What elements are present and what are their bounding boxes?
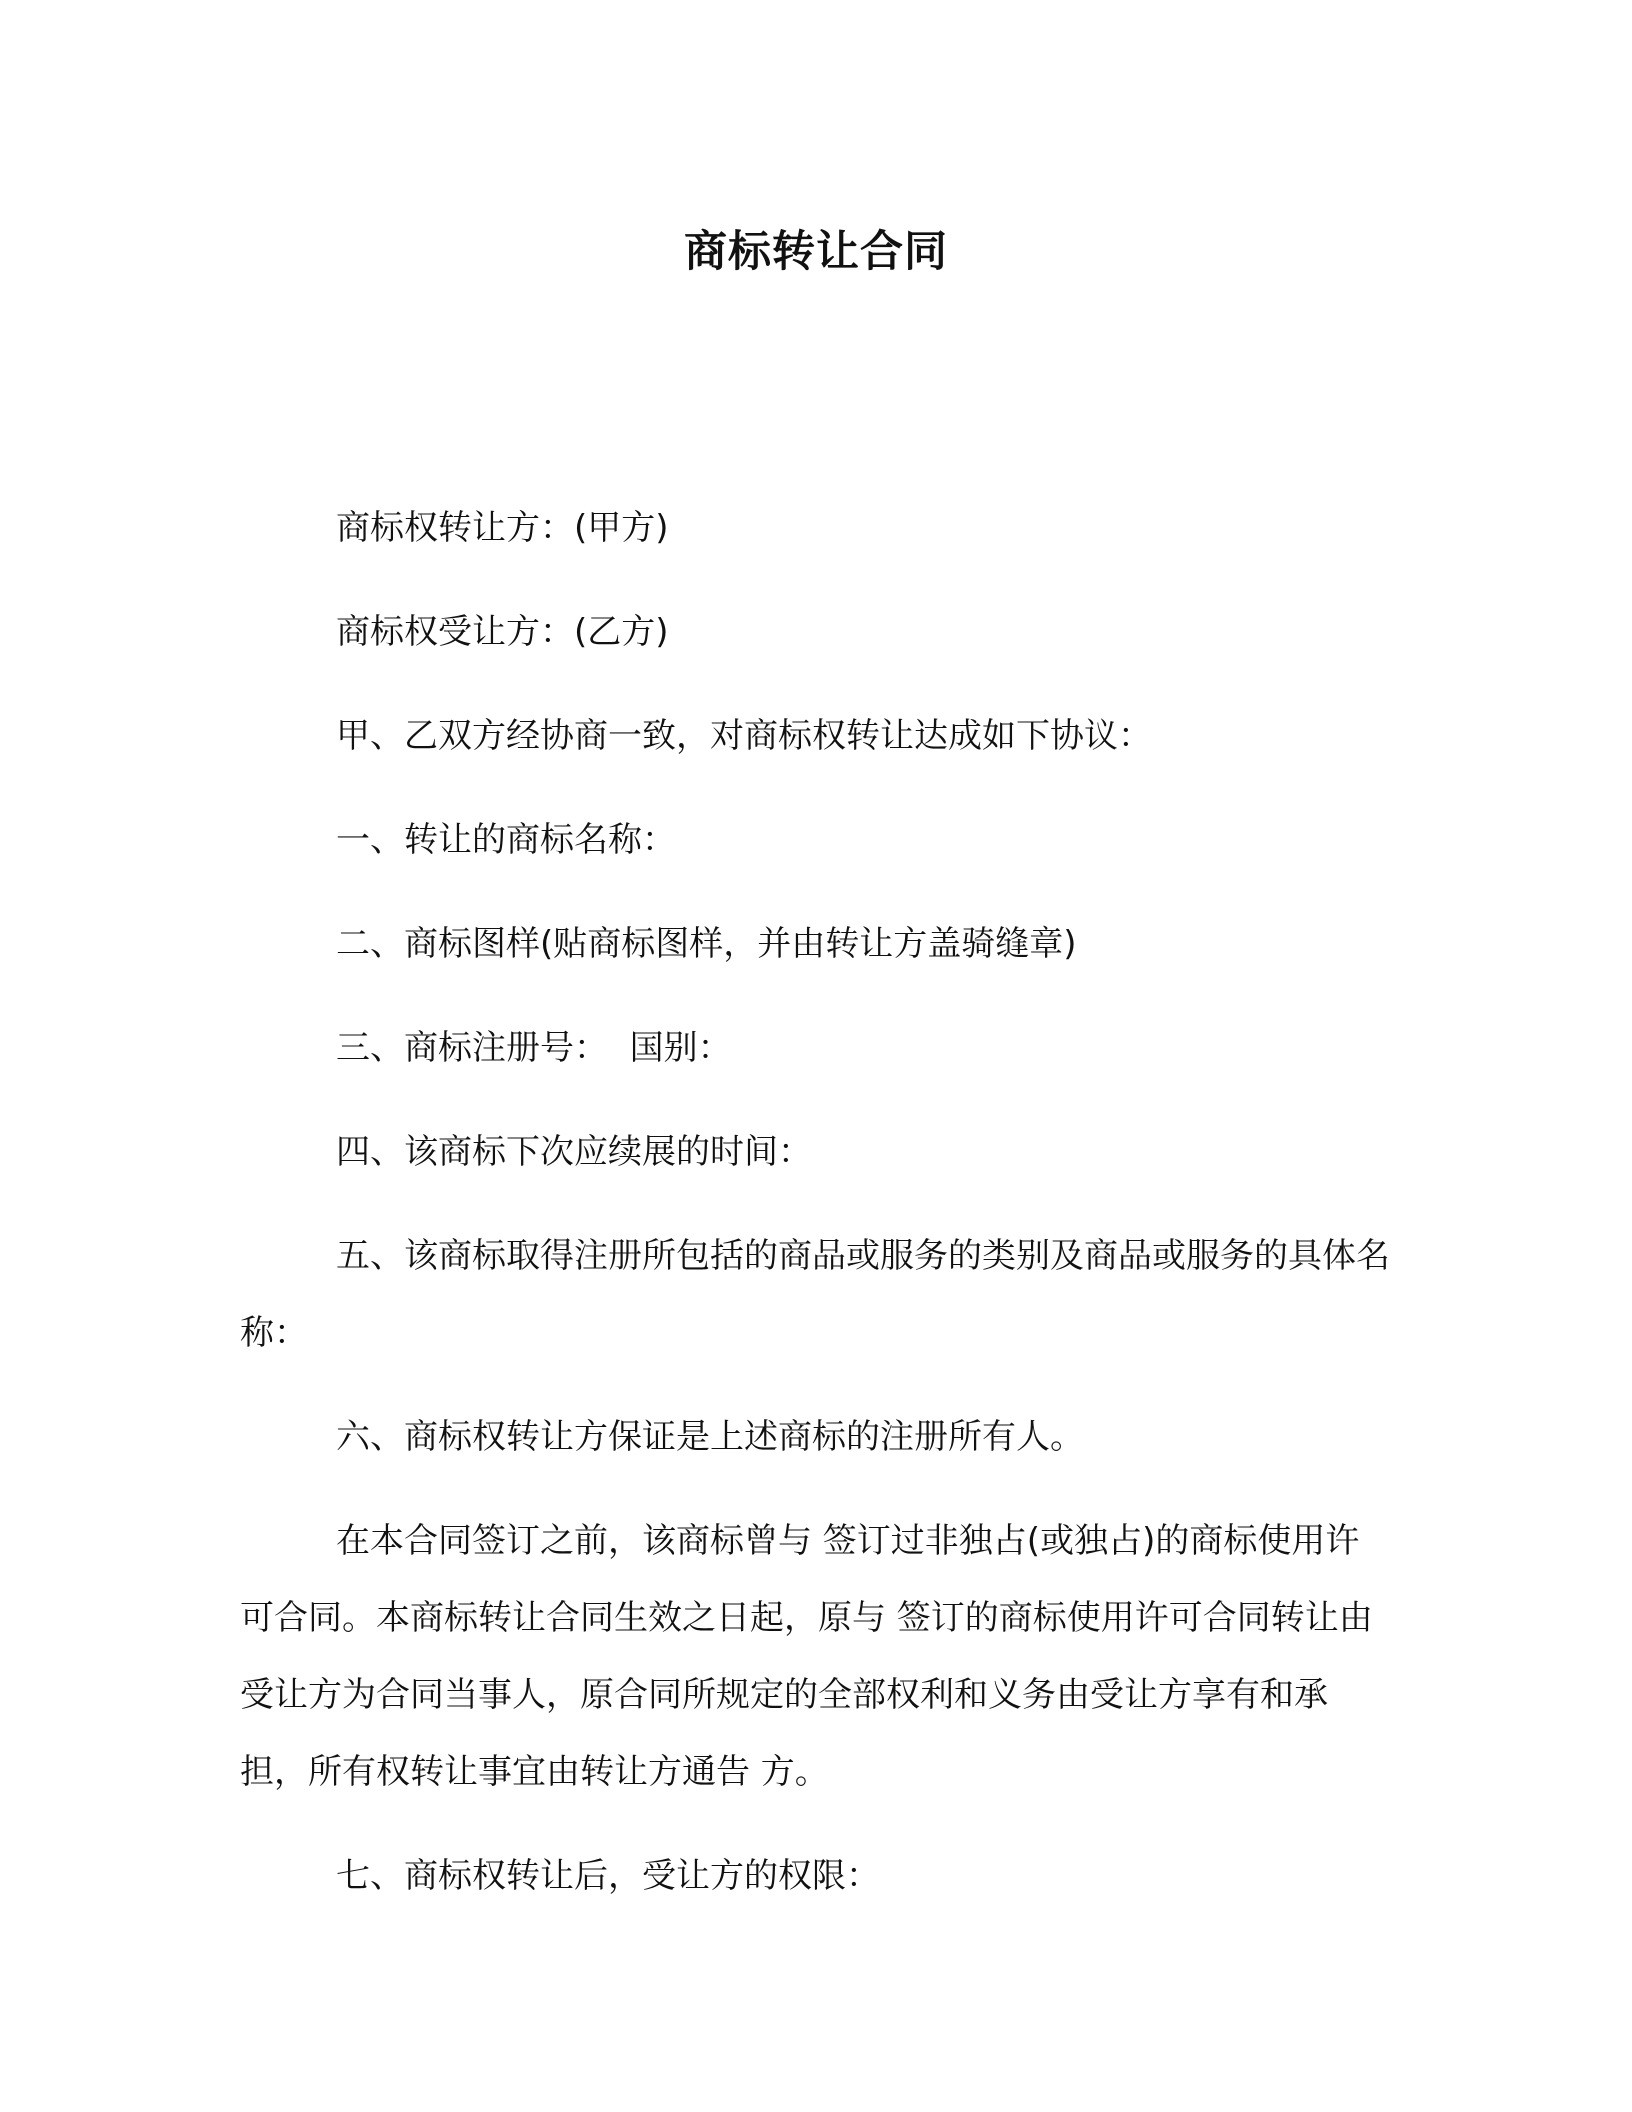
paragraph-trademark-name: 一、转让的商标名称： — [336, 820, 676, 860]
paragraph-owner-guarantee: 六、商标权转让方保证是上述商标的注册所有人。 — [336, 1417, 1084, 1457]
document-title: 商标转让合同 — [684, 227, 948, 277]
paragraph-registration-number: 三、商标注册号： 国别： — [336, 1028, 732, 1068]
paragraph-transferor: 商标权转让方：(甲方) — [336, 508, 669, 548]
paragraph-transferee: 商标权受让方：(乙方) — [336, 612, 669, 652]
paragraph-trademark-pattern: 二、商标图样(贴商标图样，并由转让方盖骑缝章) — [336, 924, 1077, 964]
paragraph-renewal-time: 四、该商标下次应续展的时间： — [336, 1132, 812, 1172]
document-body — [240, 490, 1392, 1942]
paragraph-transferee-rights: 七、商标权转让后，受让方的权限： — [336, 1856, 880, 1896]
paragraph-goods-services: 五、该商标取得注册所包括的商品或服务的类别及商品或服务的具体名称： — [240, 1236, 1390, 1353]
paragraph-license-contract: 在本合同签订之前，该商标曾与 签订过非独占(或独占)的商标使用许可合同。本商标转让合同生效之日起，原与 签订的商标使用许可合同转让由受让方为合同当事人，原合同所规定的全部权利和义务由受让方享有和承担，所有权转让事宜由转让方通告 方。 — [240, 1521, 1373, 1792]
paragraph-agreement-intro: 甲、乙双方经协商一致，对商标权转让达成如下协议： — [336, 716, 1152, 756]
